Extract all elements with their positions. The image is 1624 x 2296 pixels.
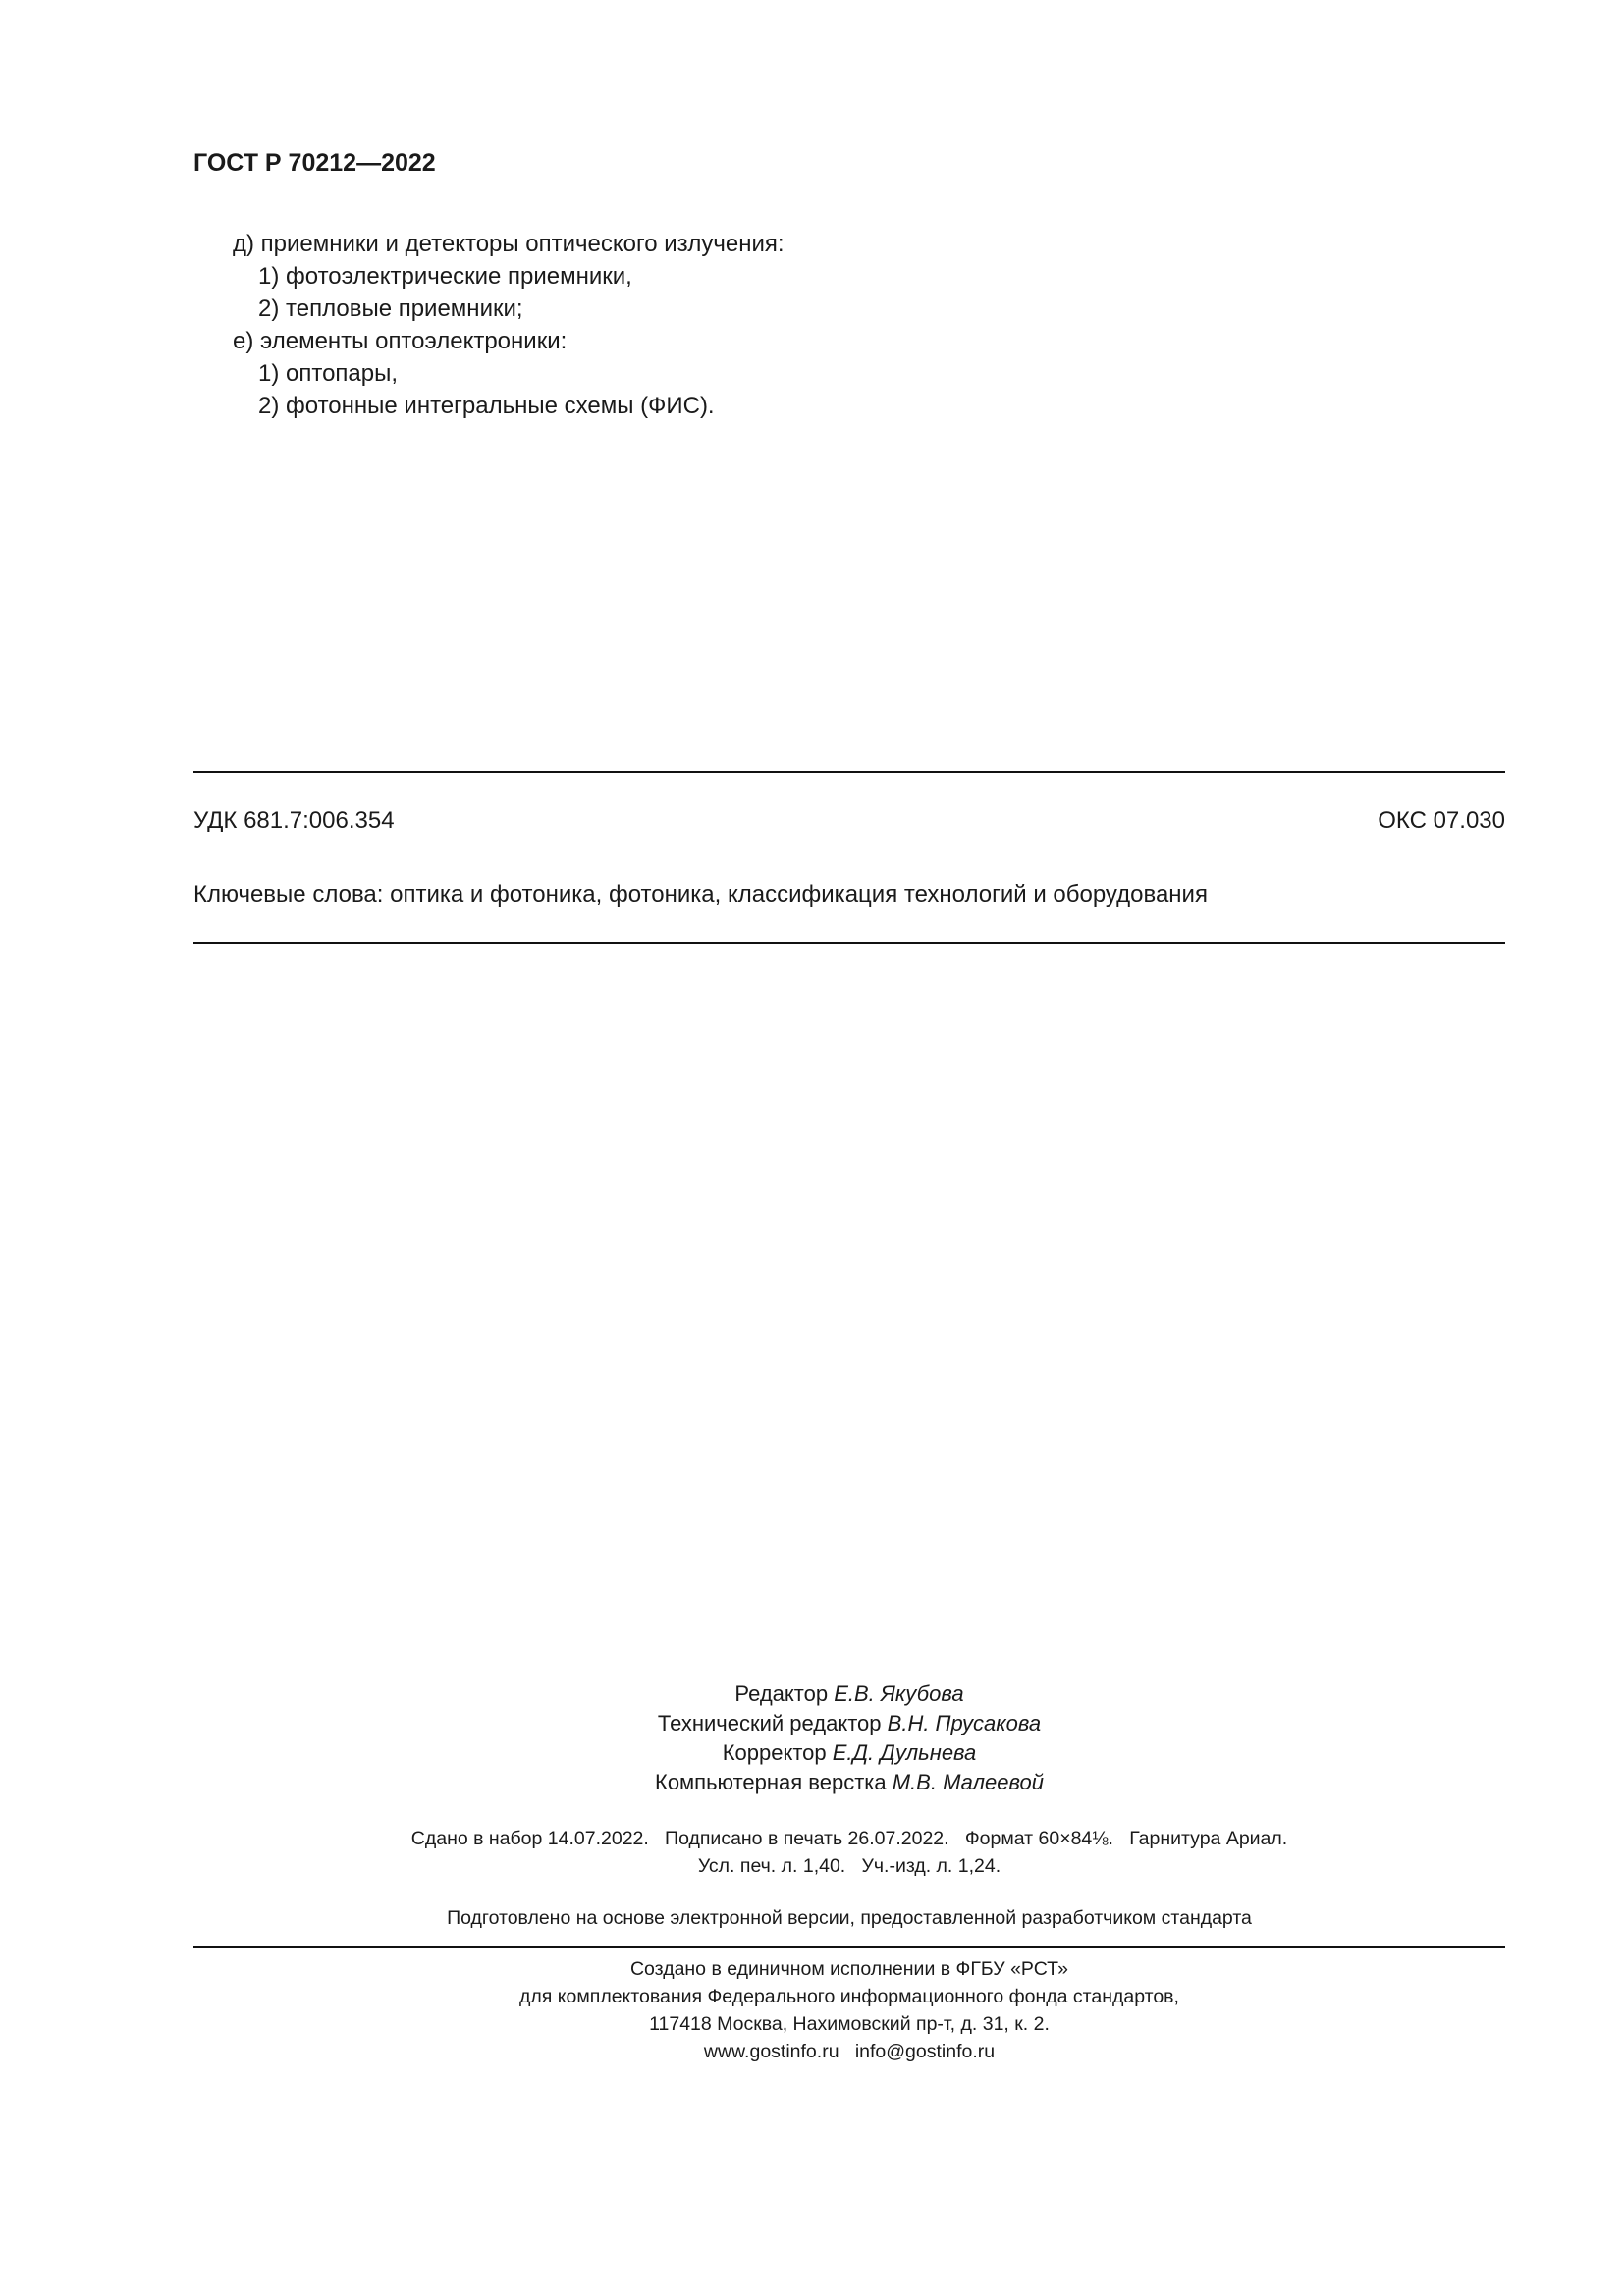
email-link[interactable]: info@gostinfo.ru: [854, 2041, 996, 2062]
divider: [193, 771, 1505, 773]
publisher-address: 117418 Москва, Нахимовский пр-т, д. 31, к. 2.: [649, 2013, 1050, 2035]
prepared-note: Подготовлено на основе электронной версии, предоставленной разработчиком стандарта: [447, 1907, 1252, 1929]
publisher-line: для комплектования Федерального информационного фонда стандартов,: [519, 1986, 1179, 2007]
publisher-line: Создано в единичном исполнении в ФГБУ «РСТ»: [629, 1958, 1069, 1980]
print-sheets: Усл. печ. л. 1,40. Уч.-изд. л. 1,24.: [697, 1855, 1001, 1877]
list-item: д) приемники и детекторы оптического излучения:: [233, 231, 785, 257]
staff-corrector: Корректор Е.Д. Дульнева: [722, 1740, 977, 1765]
oks-code: ОКС 07.030: [1378, 807, 1505, 833]
staff-editor: Редактор Е.В. Якубова: [734, 1682, 964, 1706]
list-item: 1) фотоэлектрические приемники,: [258, 263, 632, 290]
list-item: 2) тепловые приемники;: [258, 295, 523, 322]
udk-code: УДК 681.7:006.354: [193, 807, 395, 833]
publisher-contacts: [193, 2041, 1505, 2063]
list-item: 2) фотонные интегральные схемы (ФИС).: [258, 393, 715, 419]
website-link[interactable]: www.gostinfo.ru: [703, 2041, 839, 2062]
divider: [193, 942, 1505, 944]
list-item: е) элементы оптоэлектроники:: [233, 328, 568, 354]
staff-layout: Компьютерная верстка М.В. Малеевой: [655, 1770, 1044, 1794]
document-number: ГОСТ Р 70212—2022: [193, 149, 436, 177]
staff-tech-editor: Технический редактор В.Н. Прусакова: [657, 1711, 1042, 1735]
divider: [193, 1946, 1505, 1948]
list-item: 1) оптопары,: [258, 360, 399, 387]
keywords: Ключевые слова: оптика и фотоника, фотоника, классификация технологий и оборудования: [193, 881, 1208, 908]
print-info: Сдано в набор 14.07.2022. Подписано в печать 26.07.2022. Формат 60×84⅛. Гарнитура Ариал.: [410, 1828, 1288, 1849]
